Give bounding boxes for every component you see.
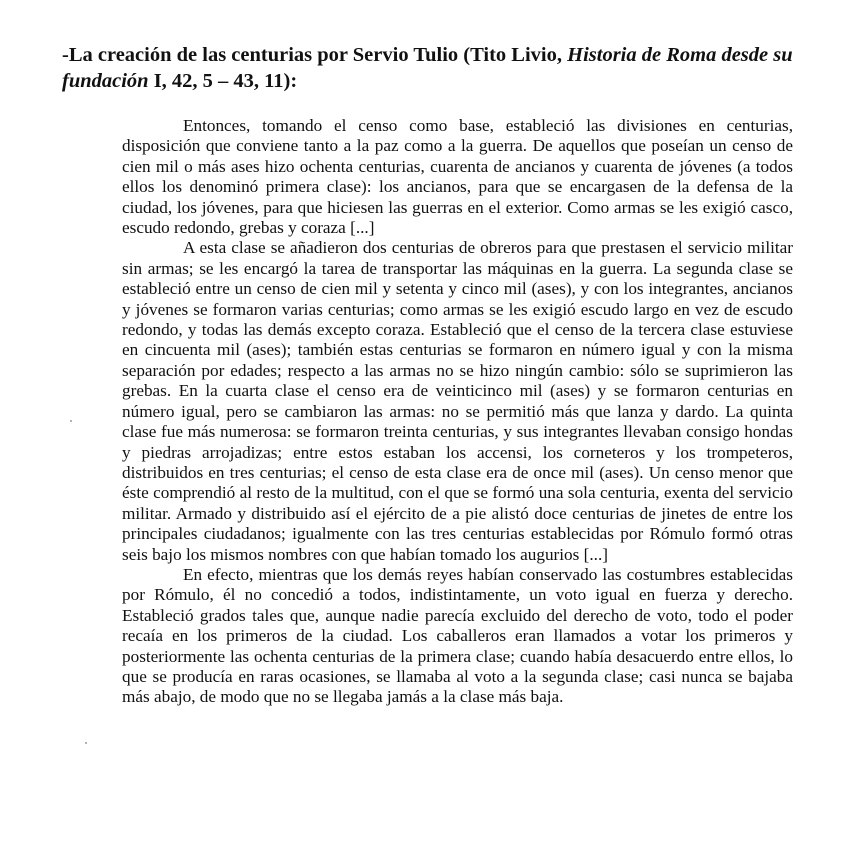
heading-prefix: -La creación de las centurias por Servio Tulio (Tito Livio,	[62, 44, 568, 66]
paragraph-1: Entonces, tomando el censo como base, estableció las divisiones en centurias, disposición que conviene tanto a la paz como a la guerra. De aquellos que poseían un censo de cien mil o más ases hizo ochenta centurias, cuarenta de ancianos y cuarenta de jóvenes (a todos ellos los denominó primera clase): los ancianos, para que se encargasen de la defensa de la ciudad, los jóvenes, para que hiciesen las guerras en el exterior. Como armas se les exigió casco, escudo redondo, grebas y coraza [...]	[122, 116, 793, 238]
scan-speck	[70, 420, 72, 422]
paragraph-3: En efecto, mientras que los demás reyes habían conservado las costumbres establecidas por Rómulo, él no concedió a todos, indistintamente, un voto igual en fuerza y derecho. Estableció grados tales que, aunque nadie parecía excluido del derecho de voto, todo el poder recaía en los primeros de la ciudad. Los caballeros eran llamados a votar los primeros y posteriormente las ochenta centurias de la primera clase; cuando había desacuerdo entre ellos, lo que se producía en raras ocasiones, se llamaba al voto a la segunda clase; casi nunca se bajaba más abajo, de modo que no se llegaba jamás a la clase más baja.	[122, 564, 793, 707]
document-heading	[62, 42, 802, 94]
heading-work-title: Historia de Roma desde su fundación	[62, 44, 793, 92]
heading-reference: I, 42, 5 – 43, 11):	[148, 70, 298, 92]
paragraph-2: A esta clase se añadieron dos centurias de obreros para que prestasen el servicio militar sin armas; se les encargó la tarea de transportar las máquinas en la guerra. La segunda clase se estableció entre un censo de cien mil y setenta y cinco mil (ases), y con los integrantes, ancianos y jóvenes se formaron varias centurias; como armas se les exigió escudo largo en vez de escudo redondo, y todas las demás excepto coraza. Estableció que el censo de la tercera clase estuviese en cincuenta mil (ases); también estas centurias se formaron en número igual y con la misma separación por edades; respecto a las armas no se hizo ningún cambio: sólo se suprimieron las grebas. En la cuarta clase el censo era de veinticinco mil (ases) y se formaron centurias en número igual, pero se cambiaron las armas: no se permitió más que lanza y dardo. La quinta clase fue más numerosa: se formaron treinta centurias, y sus integrantes llevaban consigo hondas y piedras arrojadizas; entre estos estaban los accensi, los corneteros y los trompeteros, distribuidos en tres centurias; el censo de esta clase era de once mil (ases). Un censo menor que éste comprendió al resto de la multitud, con el que se formó una sola centuria, exenta del servicio militar. Armado y distribuido así el ejército de a pie alistó doce centurias de jinetes de entre los principales ciudadanos; igualmente con las tres centurias establecidas por Rómulo formó otras seis bajo los mismos nombres con que habían tomado los augurios [...]	[122, 238, 793, 564]
scan-speck	[85, 742, 87, 744]
quoted-passage	[122, 116, 793, 708]
